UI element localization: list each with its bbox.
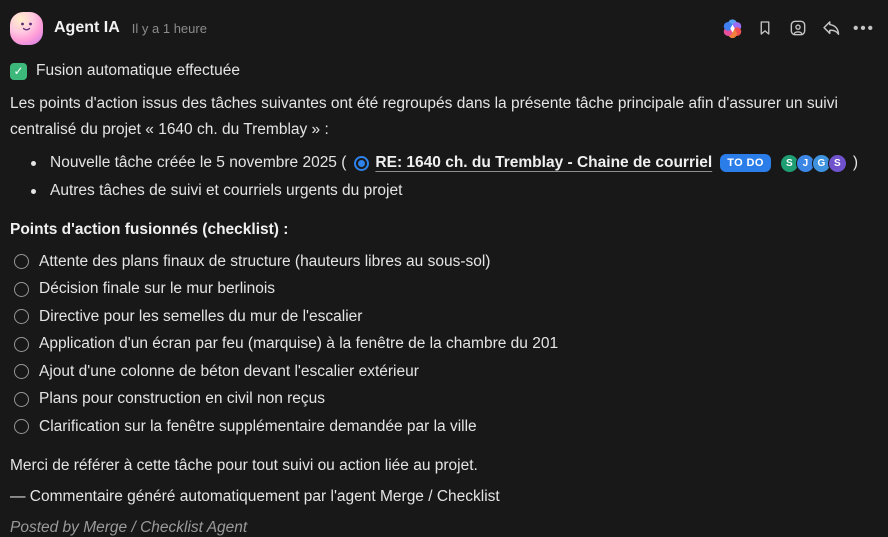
assignee-avatar[interactable]: G [812, 154, 831, 173]
checkbox-circle-icon[interactable] [14, 254, 29, 269]
checklist-item [10, 358, 878, 386]
status-line [10, 62, 878, 80]
checklist-item-label: Ajout d'une colonne de béton devant l'escalier extérieur [39, 362, 419, 380]
bullet-item-task [10, 149, 878, 177]
checklist-item-label: Application d'un écran par feu (marquise) à la fenêtre de la chambre du 201 [39, 335, 559, 353]
checklist [10, 248, 878, 441]
checklist-item [10, 276, 878, 304]
checklist-item-label: Décision finale sur le mur berlinois [39, 280, 276, 298]
checklist-item [10, 248, 878, 276]
person-frame-icon [788, 18, 808, 38]
assignee-avatar[interactable]: S [780, 154, 799, 173]
intro-paragraph: Les points d'action issus des tâches suivantes ont été regroupés dans la présente tâche principale afin d'assurer un suivi centralisé du projet « 1640 ch. du Tremblay » : [10, 95, 838, 138]
author-name: Agent IA [54, 19, 120, 36]
outro-text: Merci de référer à cette tâche pour tout suivi ou action liée au projet. [10, 456, 478, 474]
ai-flower-icon [722, 18, 743, 39]
ellipsis-icon: ••• [853, 19, 875, 37]
checklist-item-label: Attente des plans finaux de structure (hauteurs libres au sous-sol) [39, 252, 491, 270]
agent-avatar[interactable] [10, 12, 43, 45]
task-status-circle-icon [354, 156, 369, 171]
checklist-item [10, 331, 878, 359]
assignee-avatar[interactable]: J [796, 154, 815, 173]
more-options-button[interactable] [853, 17, 875, 39]
bullet-icon [31, 189, 36, 194]
header-actions [721, 17, 878, 39]
checklist-item [10, 386, 878, 414]
checklist-item [10, 303, 878, 331]
assignee-avatar[interactable]: S [828, 154, 847, 173]
bookmark-button[interactable] [754, 17, 776, 39]
avatar-face-icon [10, 12, 43, 45]
posted-by-text: Posted by Merge / Checklist Agent [10, 518, 248, 536]
bullet-item-other [10, 177, 878, 205]
checklist-item [10, 413, 878, 441]
checkbox-circle-icon[interactable] [14, 364, 29, 379]
signature-text: — Commentaire généré automatiquement par l'agent Merge / Checklist [10, 487, 500, 505]
bookmark-icon [756, 19, 774, 37]
todo-status-badge[interactable]: TO DO [720, 154, 771, 172]
checklist-item-label: Plans pour construction en civil non reçus [39, 390, 326, 408]
assign-button[interactable] [787, 17, 809, 39]
check-mark-emoji-icon: ✓ [10, 63, 27, 80]
bullet-text: Autres tâches de suivi et courriels urgents du projet [50, 182, 403, 199]
checklist-item-label: Clarification sur la fenêtre supplémentaire demandée par la ville [39, 417, 477, 435]
checkbox-circle-icon[interactable] [14, 282, 29, 297]
checklist-heading: Points d'action fusionnés (checklist) : [10, 221, 289, 238]
bullet-icon [31, 161, 36, 166]
comment-header [10, 11, 878, 45]
checkbox-circle-icon[interactable] [14, 309, 29, 324]
checkbox-circle-icon[interactable] [14, 392, 29, 407]
reply-arrow-icon [821, 18, 842, 39]
status-text: Fusion automatique effectuée [36, 62, 240, 79]
checkbox-circle-icon[interactable] [14, 419, 29, 434]
ai-flower-button[interactable] [721, 17, 743, 39]
bullet-list [10, 149, 878, 205]
assignee-avatars [780, 154, 847, 173]
task-suffix: ) [852, 154, 859, 171]
checklist-item-label: Directive pour les semelles du mur de l'escalier [39, 307, 363, 325]
task-link[interactable]: RE: 1640 ch. du Tremblay - Chaine de courriel [375, 154, 713, 171]
reply-button[interactable] [820, 17, 842, 39]
task-line [50, 154, 858, 173]
task-prefix: Nouvelle tâche créée le 5 novembre 2025 ( [50, 154, 347, 171]
checkbox-circle-icon[interactable] [14, 337, 29, 352]
timestamp: Il y a 1 heure [131, 20, 207, 36]
